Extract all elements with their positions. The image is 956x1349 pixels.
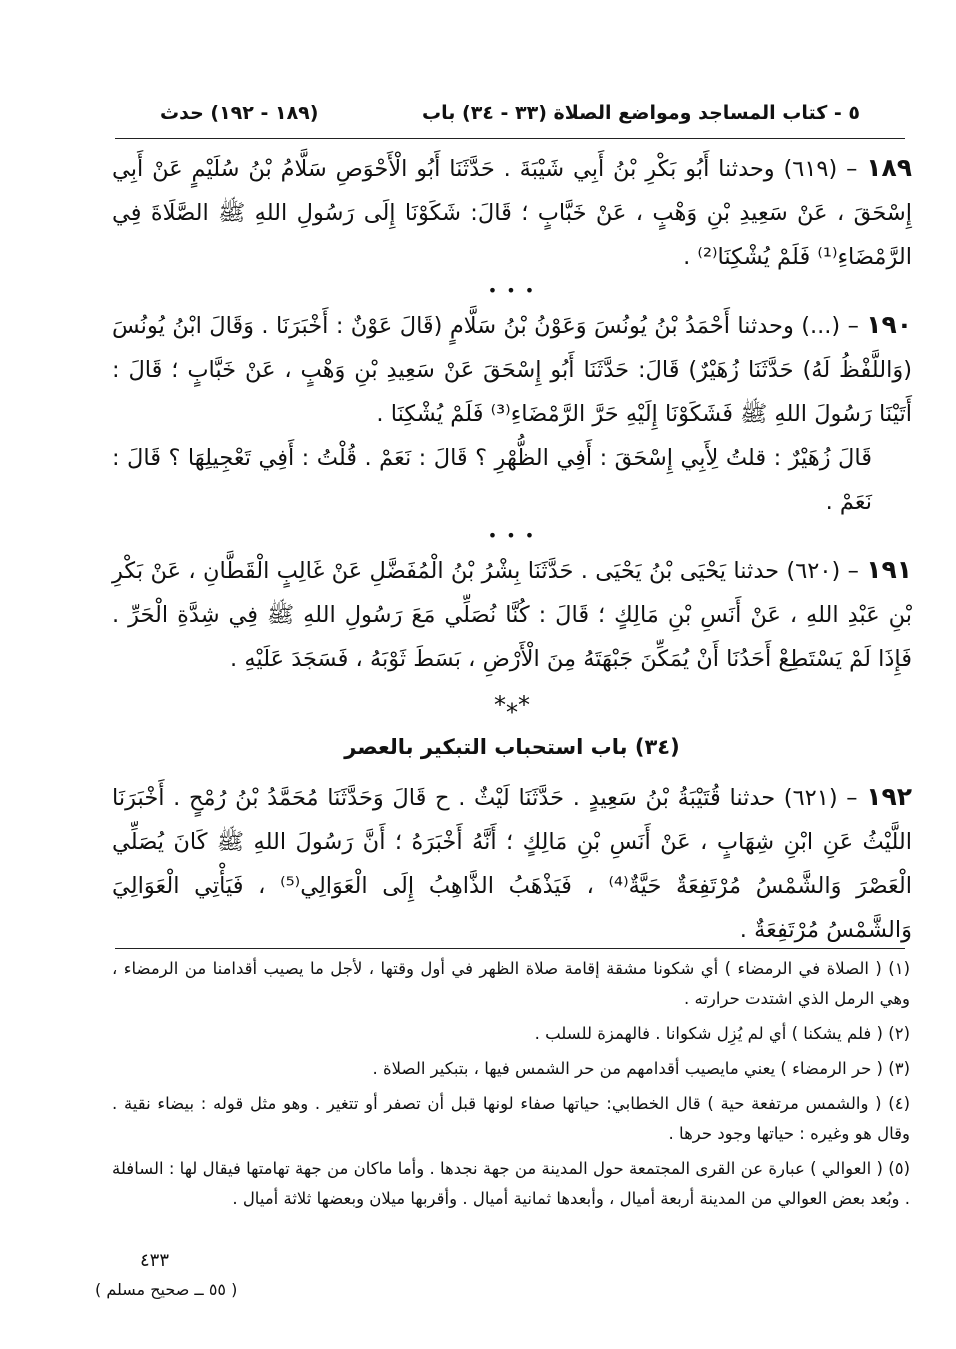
hadith-191 (112, 548, 912, 681)
section-separator: • • • (487, 526, 537, 545)
footnote-4: (٤) ( والشمس مرتفعة حية ) قال الخطابي: حياتها صفاء لونها قبل أن تصفر أو تتغير . وهو مثل قوله : بيضاء نقية . وقال هو وغيره : حياتها وجود حرها . (112, 1094, 910, 1143)
footnotes (112, 954, 910, 1219)
footnote-1: (١) ( الصلاة في الرمضاء ) أي شكونا مشقة إقامة صلاة الظهر في أول وقتها ، لأجل ما يصيب أقدامنا من الرمضاء ، وهي الرمل الذي اشتدت حرارته . (112, 959, 910, 1008)
hadith-192 (112, 775, 912, 952)
section-separator: • • • (487, 281, 537, 300)
hadith-text: – (٦١٩) وحدثنا أَبُو بَكْرِ بْنُ أَبِي شَيْبَةَ . حَدَّثَنَا أَبُو الْأَحْوَصِ سَلَّامُ بْنُ سُلَيْمٍ عَنْ أَبِي إِسْحَقَ ، عَنْ سَعِيدِ بْنِ وَهْبٍ ، عَنْ خَبَّابٍ ؛ قَالَ: شَكَوْنَا إِلَى رَسُولِ اللهِ ﷺ الصَّلَاةَ فِي الرَّمْضَاءِ⁽¹⁾ فَلَمْ يُشْكِنَا⁽²⁾ . (112, 156, 912, 270)
footnote-divider (115, 948, 905, 949)
footnote-3: (٣) ( حر الرمضاء ) يعني مايصيب أقدامهم من حر الشمس فيها ، بتبكير الصلاة . (372, 1059, 910, 1078)
hadith-number: ١٨٩ (866, 153, 912, 182)
running-header (160, 96, 860, 130)
hadith-text: – (٦٢٠) حدثنا يَحْيَى بْنُ يَحْيَى . حَدَّثَنَا بِشْرُ بْنُ الْمُفَضَّلِ عَنْ غَالِبٍ الْقَطَّانِ ، عَنْ بَكْرِ بْنِ عَبْدِ اللهِ ، عَنْ أَنَسِ بْنِ مَالِكٍ ؛ قَالَ : كُنَّا نُصَلِّي مَعَ رَسُولِ اللهِ ﷺ فِي شِدَّةِ الْحَرِّ . فَإِذَا لَمْ يَسْتَطِعْ أَحَدُنَا أَنْ يُمَكِّنَ جَبْهَتَهُ مِنَ الْأَرْضِ ، بَسَطَ ثَوْبَهُ ، فَسَجَدَ عَلَيْهِ . (112, 558, 912, 672)
header-hadith-range: (١٨٩ - ١٩٢) حدث (160, 102, 319, 124)
main-text (112, 146, 912, 952)
hadith-190-addendum: قَالَ زُهَيْرٌ : قلتُ لِأَبِي إِسْحَقَ : أَفِي الظُّهْرِ ؟ قَالَ : نَعَمْ . قُلْتُ : أَفِي تَعْجِيلِهَا ؟ قَالَ : نَعَمْ . (112, 445, 872, 515)
header-chapter-title: ٥ - كتاب المساجد ومواضع الصلاة (٣٣ - ٣٤) باب (422, 102, 860, 124)
hadith-text: – (...) وحدثنا أَحْمَدُ بْنُ يُونُسَ وَعَوْنُ بْنُ سَلَّامٍ (قَالَ عَوْنٌ : أَخْبَرَنَا . وَقَالَ ابْنُ يُونُسَ (وَاللَّفْظُ لَهُ) حَدَّثَنَا زُهَيْرٌ) قَالَ: حَدَّثَنَا أَبُو إِسْحَقَ عَنْ سَعِيدِ بْنِ وَهْبٍ ، عَنْ خَبَّابٍ ؛ قَالَ : أَتَيْنَا رَسُولَ اللهِ ﷺ فَشَكَوْنَا إِلَيْهِ حَرَّ الرَّمْضَاءِ⁽³⁾ فَلَمْ يُشْكِنَا . (112, 313, 912, 427)
hadith-number: ١٩٠ (866, 310, 912, 339)
printer-signature: ( ٥٥ ــ صحيح مسلم ) (95, 1280, 238, 1299)
hadith-189 (112, 146, 912, 279)
footnote-5: (٥) ( العوالي ) عبارة عن القرى المجتمعة حول المدينة من جهة نجدها . وأما ماكان من جهة تهامتها فيقال لها : السافلة . وبُعد بعض العوالي من المدينة أربعة أميال ، وأبعدها ثمانية أميال . وأقربها ميلان وبعضها ثلاثة أميال . (112, 1159, 910, 1208)
hadith-number: ١٩٢ (866, 782, 912, 811)
hadith-text: – (٦٢١) حدثنا قُتَيْبَةُ بْنُ سَعِيدٍ . حَدَّثَنَا لَيْثٌ . ح قَالَ وَحَدَّثَنَا مُحَمَّدُ بْنُ رُمْحٍ . أَخْبَرَنَا اللَّيْثُ عَنِ ابْنِ شِهَابٍ ، عَنْ أَنَسِ بْنِ مَالِكٍ ؛ أَنَّهُ أَخْبَرَهُ ؛ أَنَّ رَسُولَ اللهِ ﷺ كَانَ يُصَلِّي الْعَصْرَ وَالشَّمْسُ مُرْتَفِعَةٌ حَيَّةٌ⁽⁴⁾ ، فَيَذْهَبُ الذَّاهِبُ إِلَى الْعَوَالِي⁽⁵⁾ ، فَيَأْتِي الْعَوَالِيَ وَالشَّمْسُ مُرْتَفِعَةٌ . (112, 785, 913, 943)
chapter-separator: *⁎* (494, 691, 530, 719)
hadith-number: ١٩١ (866, 555, 912, 584)
header-divider (115, 138, 905, 139)
hadith-190 (112, 303, 912, 436)
footnote-2: (٢) ( فلم يشكنا ) أي لم يُزِل شكوانا . فالهمزة للسلب . (534, 1024, 910, 1043)
chapter-heading: (٣٤) باب استحباب التبكير بالعصر (344, 735, 680, 759)
page-number: ٤٣٣ (140, 1250, 170, 1271)
